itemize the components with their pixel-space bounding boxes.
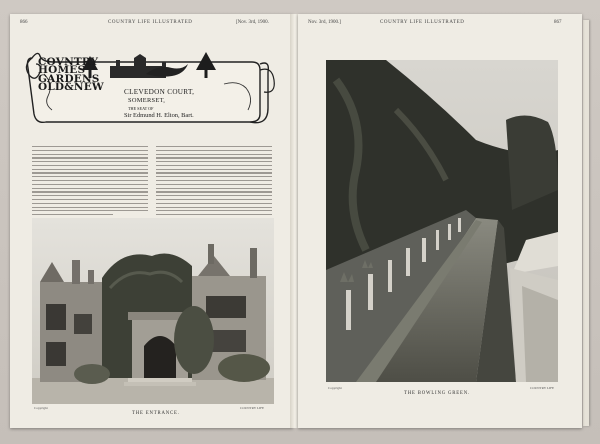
masthead-place: CLEVEDON COURT, (124, 88, 195, 96)
left-page (10, 14, 293, 428)
masthead-county: SOMERSET, (128, 97, 166, 104)
bowling-green-photo (326, 60, 558, 382)
left-photo-credit-right: COUNTRY LIFE (240, 406, 265, 410)
masthead-owner: Sir Edmund H. Elton, Bart. (124, 112, 194, 119)
masthead-title-line: GARDENS (38, 72, 100, 85)
text-column-right (156, 146, 272, 226)
right-photo-credit-right: COUNTRY LIFE (530, 386, 555, 390)
entrance-photo (32, 218, 274, 404)
masthead-title-line: COVNTRY (38, 56, 99, 68)
masthead (24, 44, 272, 124)
masthead-title (38, 58, 118, 92)
right-running-head: COUNTRY LIFE ILLUSTRATED (380, 20, 465, 25)
right-page-number: 867 (554, 20, 562, 25)
right-page (298, 14, 582, 428)
text-column-left (32, 146, 148, 226)
left-photo-credit: Copyright (34, 406, 48, 410)
left-page-date: [Nov. 3rd, 1900. (236, 20, 269, 25)
entrance-caption: THE ENTRANCE. (132, 411, 180, 416)
entrance-photo-image (32, 218, 274, 404)
page-edge (583, 20, 589, 426)
masthead-title-line: HOMES (38, 64, 86, 77)
right-photo-credit: Copyright (328, 386, 342, 390)
bowling-green-caption: THE BOWLING GREEN. (404, 391, 470, 396)
masthead-title-line: OLD&NEW (38, 81, 104, 94)
bowling-green-photo-image (326, 60, 558, 382)
right-page-date: Nov. 3rd, 1900.] (308, 20, 341, 25)
masthead-seat-of: THE SEAT OF (128, 106, 154, 111)
left-running-head: COUNTRY LIFE ILLUSTRATED (108, 20, 193, 25)
left-page-number: 866 (20, 20, 28, 25)
